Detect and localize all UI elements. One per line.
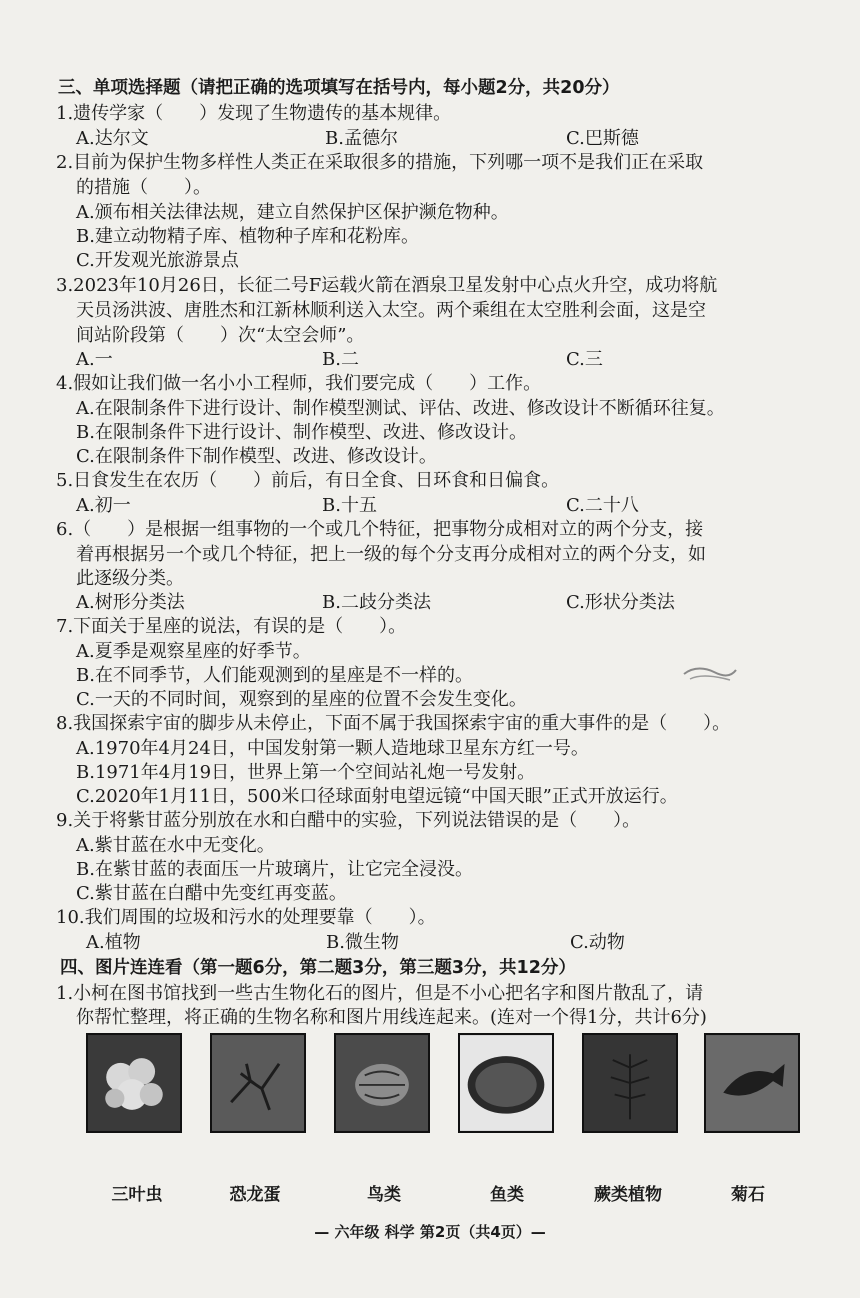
q5-option-a: A.初一 (76, 495, 131, 516)
question-6-line-2: 着再根据另一个或几个特征，把上一级的每个分支再分成相对立的两个分支，如 (76, 544, 706, 565)
question-1: 1.遗传学家（ ）发现了生物遗传的基本规律。 (56, 103, 452, 124)
question-3-line-2: 天员汤洪波、唐胜杰和江新林顺利送入太空。两个乘组在太空胜利会面，这是空 (76, 300, 706, 321)
q7-option-a: A.夏季是观察星座的好季节。 (76, 641, 311, 662)
question-5: 5.日食发生在农历（ ）前后，有日全食、日环食和日偏食。 (56, 470, 560, 491)
name-trilobite: 三叶虫 (111, 1185, 163, 1205)
smudge-mark (680, 662, 740, 684)
question-4: 4.假如让我们做一名小小工程师，我们要完成（ ）工作。 (56, 373, 542, 394)
q1-option-c: C.巴斯德 (566, 128, 639, 149)
fossil-photo-1 (86, 1033, 182, 1133)
q2-option-c: C.开发观光旅游景点 (76, 250, 239, 271)
q9-option-c: C.紫甘蓝在白醋中先变红再变蓝。 (76, 883, 347, 904)
q10-option-c: C.动物 (570, 932, 625, 953)
name-fish: 鱼类 (490, 1185, 524, 1205)
fossil-photo-row (86, 1033, 798, 1137)
section-4-question-1-line-2: 你帮忙整理，将正确的生物名称和图片用线连起来。(连对一个得1分，共计6分) (76, 1007, 707, 1028)
fossil-photo-6 (704, 1033, 800, 1133)
section-4-title: 四、图片连连看（第一题6分，第二题3分，第三题3分，共12分） (60, 958, 576, 978)
question-8: 8.我国探索宇宙的脚步从未停止，下面不属于我国探索宇宙的重大事件的是（ ）。 (56, 713, 731, 734)
question-6-line-1: 6.（ ）是根据一组事物的一个或几个特征，把事物分成相对立的两个分支，接 (56, 519, 704, 540)
question-6-line-3: 此逐级分类。 (76, 568, 184, 589)
q10-option-a: A.植物 (86, 932, 141, 953)
q4-option-b: B.在限制条件下进行设计、制作模型、改进、修改设计。 (76, 422, 527, 443)
q3-option-c: C.三 (566, 349, 603, 370)
name-fern: 蕨类植物 (594, 1185, 662, 1205)
question-3-line-1: 3.2023年10月26日，长征二号F运载火箭在酒泉卫星发射中心点火升空，成功将航 (56, 275, 718, 296)
fossil-photo-4 (458, 1033, 554, 1133)
question-10: 10.我们周围的垃圾和污水的处理要靠（ ）。 (56, 907, 436, 928)
page-footer: — 六年级 科学 第2页（共4页）— (314, 1223, 546, 1241)
q7-option-c: C.一天的不同时间，观察到的星座的位置不会发生变化。 (76, 689, 527, 710)
q2-option-b: B.建立动物精子库、植物种子库和花粉库。 (76, 226, 419, 247)
question-2-line-2: 的措施（ ）。 (76, 177, 211, 198)
q6-option-a: A.树形分类法 (76, 592, 185, 613)
q2-option-a: A.颁布相关法律法规，建立自然保护区保护濒危物种。 (76, 202, 509, 223)
q8-option-c: C.2020年1月11日，500米口径球面射电望远镜“中国天眼”正式开放运行。 (76, 786, 678, 807)
q9-option-a: A.紫甘蓝在水中无变化。 (76, 835, 275, 856)
q10-option-b: B.微生物 (326, 932, 399, 953)
name-dinosaur-egg: 恐龙蛋 (229, 1185, 281, 1205)
question-2-line-1: 2.目前为保护生物多样性人类正在采取很多的措施，下列哪一项不是我们正在采取 (56, 152, 704, 173)
q5-option-b: B.十五 (322, 495, 377, 516)
q6-option-b: B.二歧分类法 (322, 592, 431, 613)
q3-option-b: B.二 (322, 349, 359, 370)
q1-option-a: A.达尔文 (76, 128, 149, 149)
q3-option-a: A.一 (76, 349, 113, 370)
name-birds: 鸟类 (367, 1185, 401, 1205)
q8-option-b: B.1971年4月19日，世界上第一个空间站礼炮一号发射。 (76, 762, 536, 783)
fossil-photo-5 (582, 1033, 678, 1133)
fossil-photo-2 (210, 1033, 306, 1133)
fossil-photo-3 (334, 1033, 430, 1133)
q5-option-c: C.二十八 (566, 495, 639, 516)
name-ammonite: 菊石 (731, 1185, 765, 1205)
q7-option-b: B.在不同季节，人们能观测到的星座是不一样的。 (76, 665, 473, 686)
fossil-name-row (0, 1180, 860, 1208)
q9-option-b: B.在紫甘蓝的表面压一片玻璃片，让它完全浸没。 (76, 859, 473, 880)
section-4-question-1-line-1: 1.小柯在图书馆找到一些古生物化石的图片，但是不小心把名字和图片散乱了，请 (56, 983, 704, 1004)
question-9: 9.关于将紫甘蓝分别放在水和白醋中的实验，下列说法错误的是（ ）。 (56, 810, 641, 831)
q8-option-a: A.1970年4月24日，中国发射第一颗人造地球卫星东方红一号。 (76, 738, 589, 759)
q4-option-c: C.在限制条件下制作模型、改进、修改设计。 (76, 446, 437, 467)
section-3-title: 三、单项选择题（请把正确的选项填写在括号内，每小题2分，共20分） (58, 78, 620, 98)
q6-option-c: C.形状分类法 (566, 592, 675, 613)
question-3-line-3: 间站阶段第（ ）次“太空会师”。 (76, 325, 365, 346)
q1-option-b: B.孟德尔 (325, 128, 398, 149)
question-7: 7.下面关于星座的说法，有误的是（ ）。 (56, 616, 407, 637)
q4-option-a: A.在限制条件下进行设计、制作模型测试、评估、改进、修改设计不断循环往复。 (76, 398, 725, 419)
